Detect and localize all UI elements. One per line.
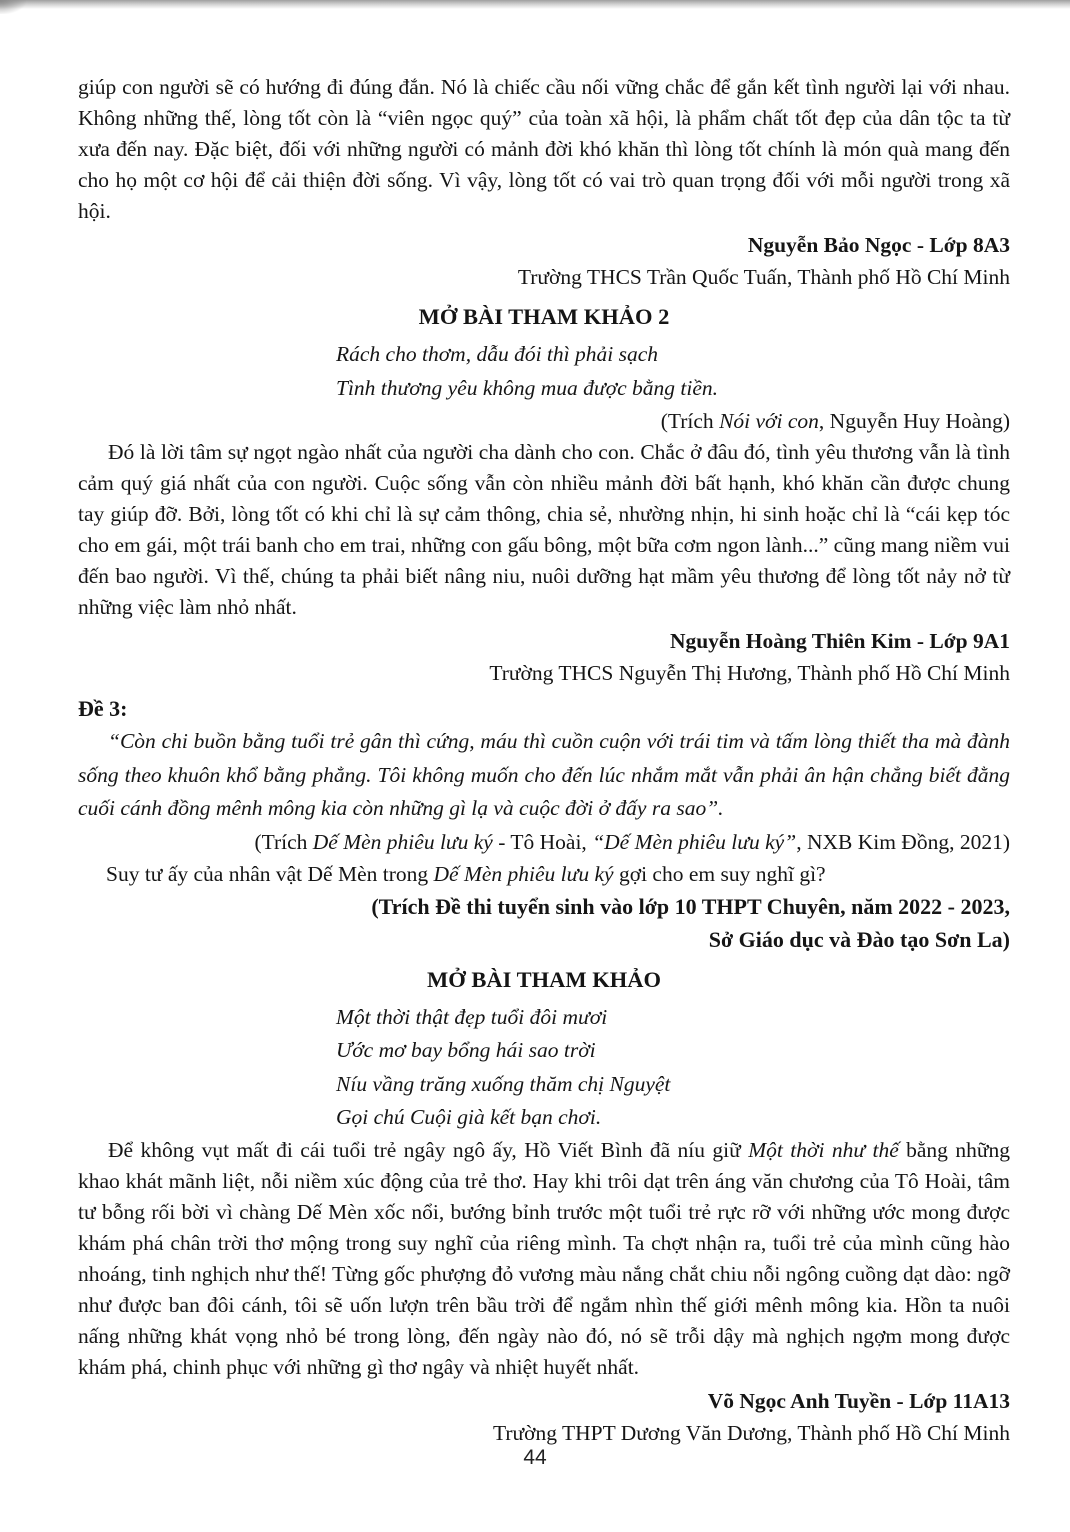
de-3-label: Đề 3:: [78, 696, 128, 721]
scan-artifact-corner: [0, 0, 26, 14]
question-text: gợi cho em suy nghĩ gì?: [613, 861, 826, 886]
citation-suffix: , Nguyễn Huy Hoàng): [818, 409, 1010, 433]
de-3-citation: [78, 826, 1010, 858]
poem-line: Rách cho thơm, dẫu đói thì phải sạch: [336, 342, 658, 366]
citation-author: - Tô Hoài,: [492, 829, 593, 854]
body-text: bằng những khao khát mãnh liệt, nỗi niềm xúc động của trẻ thơ. Hay khi trôi dạt trên áng văn chương của Tô Hoài, tâm tư bỗng rối bời vì chàng Dế Mèn xốc nổi, bướng bỉnh trước một tuổi trẻ rực rỡ với những ước mong được khám phá chân trời thơ mộng trong suy nghĩ của riêng mình. Ta chợt nhận ra, tuổi trẻ của mình cũng hào nhoáng, tinh nghịch như thế! Từng gốc phượng đỏ vương màu nắng chắt chiu nỗi ngông cuồng dạt dào: ngỡ như được ban đôi cánh, tôi sẽ uốn lượn trên bầu trời để ngắm nhìn thế giới mênh mông kia. Hồn ta nuôi nấng những khát vọng nhỏ bé trong lòng, đến ngày nào đó, nó sẽ trỗi dậy mà nghịch ngợm mong được khám phá, chinh phục với những gì thơ ngây và nhiệt huyết nhất.: [78, 1137, 1010, 1379]
scan-artifact-top-edge: [0, 0, 1070, 9]
signature-block-3: [78, 1385, 1010, 1449]
author-name: Nguyễn Hoàng Thiên Kim - Lớp 9A1: [669, 629, 1010, 653]
poem-line: Tình thương yêu không mua được bằng tiền.: [336, 375, 718, 400]
author-school: Trường THCS Trần Quốc Tuấn, Thành phố Hồ Chí Minh: [517, 265, 1010, 289]
poem-line: Gọi chú Cuội già kết bạn chơi.: [336, 1105, 602, 1129]
page-number: 44: [523, 1446, 547, 1469]
citation-work-title: Dế Mèn phiêu lưu ký: [312, 829, 493, 854]
section-heading-mo-bai-tham-khao-2: MỞ BÀI THAM KHẢO 2: [418, 304, 670, 329]
page-content: [78, 72, 1010, 1449]
intro-paragraph: giúp con người sẽ có hướng đi đúng đắn. Nó là chiếc cầu nối vững chắc để gắn kết tình người lại với nhau. Không những thế, lòng tốt còn là “viên ngọc quý” của toàn xã hội, là phẩm chất tốt đẹp của dân tộc ta từ xưa đến nay. Đặc biệt, đối với những người có mảnh đời khó khăn thì lòng tốt chính là món quà mang đến cho họ một cơ hội để cải thiện đời sống. Vì vậy, lòng tốt có vai trò quan trọng đối với mỗi người trong xã hội.: [78, 75, 1010, 223]
body-text: Để không vụt mất đi cái tuổi trẻ ngây ngô ấy, Hồ Viết Bình đã níu giữ: [108, 1137, 749, 1162]
de-3-quote-paragraph: “Còn chi buồn bằng tuổi trẻ gân thì cứng, máu thì cuồn cuộn với trái tim và tấm lòng thiết tha mà đành sống theo khuôn khổ bằng phẳng. Tôi không muốn cho đến lúc nhắm mắt vẫn phải ân hận chẳng biết đằng cuối cánh đồng mênh mông kia còn những gì lạ và cuộc đời ở đấy ra sao”.: [78, 729, 1010, 820]
author-school: Trường THPT Dương Văn Dương, Thành phố Hồ Chí Minh: [492, 1420, 1010, 1445]
signature-block-2: [78, 625, 1010, 689]
poem-line: Một thời thật đẹp tuổi đôi mươi: [336, 1004, 608, 1029]
author-name: Võ Ngọc Anh Tuyền - Lớp 11A13: [707, 1388, 1010, 1413]
author-school: Trường THCS Nguyễn Thị Hương, Thành phố Hồ Chí Minh: [489, 661, 1010, 685]
mo-bai-body-paragraph: [78, 1135, 1010, 1383]
signature-block-1: [78, 229, 1010, 293]
citation-work-title-quoted: “Dế Mèn phiêu lưu ký”: [592, 829, 797, 854]
body-work-title: Một thời như thế: [748, 1137, 899, 1162]
poem-quote-2: [78, 1001, 1010, 1135]
citation-publisher: , NXB Kim Đồng, 2021): [796, 829, 1010, 854]
exam-source-line-1: (Trích Đề thi tuyển sinh vào lớp 10 THPT Chuyên, năm 2022 - 2023,: [371, 893, 1010, 919]
poem-line: Ước mơ bay bổng hái sao trời: [336, 1038, 596, 1062]
author-name: Nguyễn Bảo Ngọc - Lớp 8A3: [747, 233, 1010, 257]
section-heading-mo-bai-tham-khao: MỞ BÀI THAM KHẢO: [427, 966, 661, 992]
question-text: Suy tư ấy của nhân vật Dế Mèn trong: [106, 861, 434, 886]
citation-work-title: Nói với con: [719, 409, 819, 433]
question-work-title: Dế Mèn phiêu lưu ký: [433, 861, 614, 886]
de-3-question: [78, 858, 1010, 890]
exam-source-line-2: Sở Giáo dục và Đào tạo Sơn La): [708, 926, 1010, 952]
poem-quote-1: [78, 338, 1010, 405]
poem-line: Níu vầng trăng xuống thăm chị Nguyệt: [336, 1071, 671, 1096]
poem-citation-1: [78, 405, 1010, 437]
citation-prefix: (Trích: [660, 409, 720, 433]
mo-bai-2-body-paragraph: Đó là lời tâm sự ngọt ngào nhất của người cha dành cho con. Chắc ở đâu đó, tình yêu thương vẫn là tình cảm quý giá nhất của con người. Cuộc sống vẫn còn nhiều mảnh đời bất hạnh, khó khăn cần được chung tay giúp đỡ. Bởi, lòng tốt có khi chỉ là sự cảm thông, chia sẻ, nhường nhịn, hi sinh hoặc chỉ là “cái kẹp tóc cho em gái, một trái banh cho em trai, những con gấu bông, một bữa cơm ngon lành...” cũng mang niềm vui đến bao người. Vì thế, chúng ta phải biết nâng niu, nuôi dưỡng hạt mầm yêu thương để lòng tốt nảy nở từ những việc làm nhỏ nhất.: [78, 440, 1010, 619]
citation-prefix: (Trích: [254, 829, 313, 854]
